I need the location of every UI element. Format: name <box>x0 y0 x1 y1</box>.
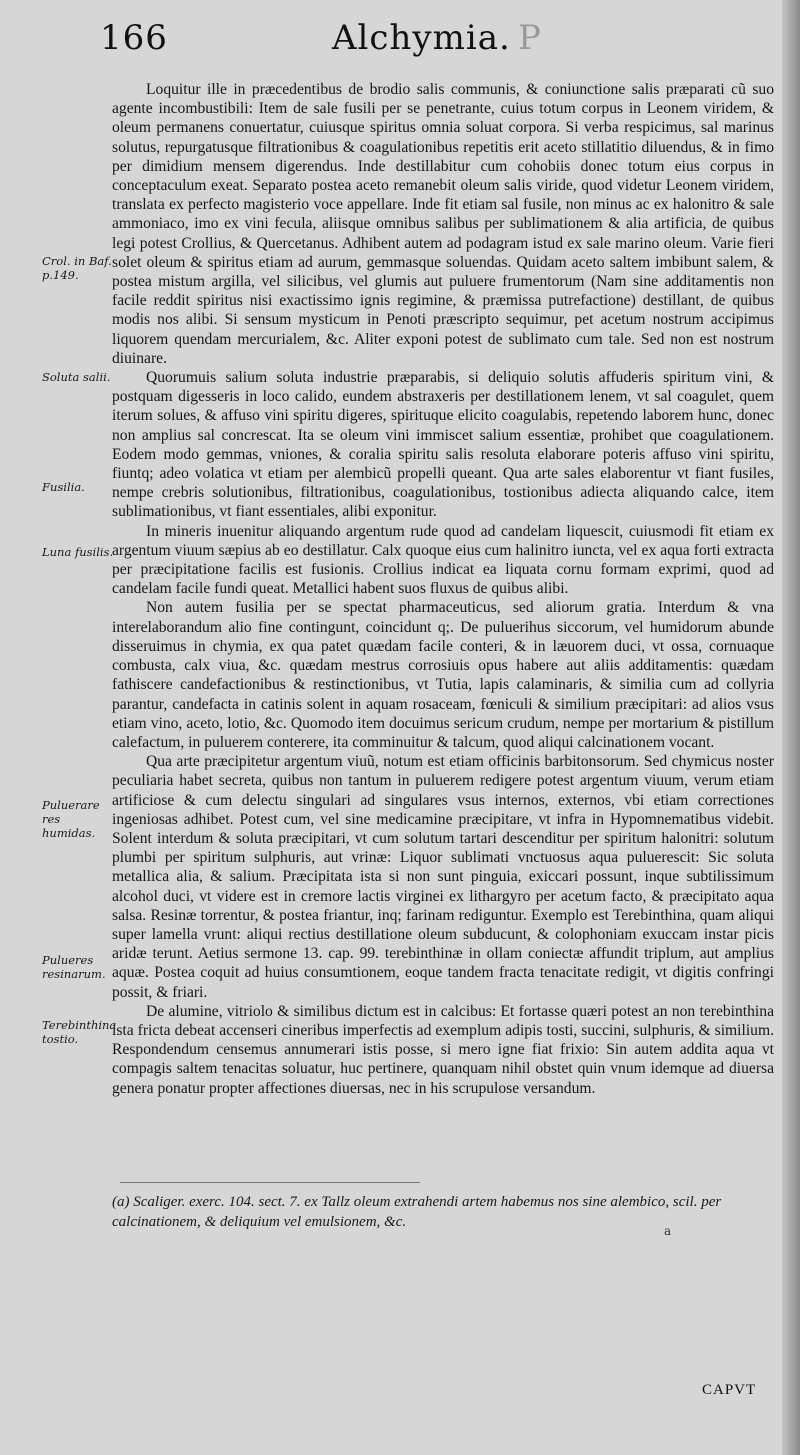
main-text <box>112 80 774 1098</box>
running-title: Alchymia. <box>332 18 511 58</box>
margin-note: Crol. in Baf. p.149. <box>42 254 112 282</box>
footnote-rule <box>120 1182 420 1183</box>
margin-note: Pulueres resinarum. <box>42 953 106 981</box>
margin-note: Puluerare res humidas. <box>42 798 100 840</box>
paragraph: Qua arte præcipitetur argentum viuũ, notum est etiam officinis barbitonsorum. Sed chymicus noster peculiaria habet secreta, quibus non tantum in puluerem redigere potest argentum viuum, verum etiam artificiose & cum delectu singulari ad singulares vsus internos, externos, vbi etiam correctiones ingeniosas adhibet. Potest cum, vel sine medicamine præcipitare, vt infra in Hypomnematibus videbit. Solent interdum & soluta præcipitari, vt cum solutum tartari descenditur per spiritum halonitri: solutum plumbi per spiritum sulphuris, aut vrinæ: Liquor sublimati vnctuosus aqua puluerescit: Sic soluta metallica alia, & salium. Præcipitata ista si non sunt pinguia, exiccari possunt, inque subtilissimum alcohol duci, vt videre est in cremore lactis virginei ex lithargyro per acetum facto, & præcipitato aqua salsa. Resinæ torrentur, & postea friantur, inq; farinam rediguntur. Exemplo est Terebinthina, quam aliqui super lamella vrunt: aliqui rectius destillatione oleum subducunt, & colophoniam exuccam instar picis aridæ terunt. Aetius sermone 13. cap. 99. terebinthinæ in ollam coniectæ affundit triplum, aut amplius aquæ. Postea coquit ad huius consumtionem, eoque tandem fracta tenacitate redigit, vt digitis confringi possit, & friari. <box>112 753 774 1001</box>
running-header <box>100 18 750 70</box>
paragraph: De alumine, vitriolo & similibus dictum est in calcibus: Et fortasse quæri potest an non terebinthina ista fricta debeat accenseri cineribus imperfectis ad exemplum adipis tosti, succini, sulphuris, & similium. Respondendum censemus annumerari istis posse, si mero igne fiat frixio: Sin autem addita aqua vt compagis saltem tenacitas soluatur, huc pertinere, quanquam nihil obstet quin vnum idemque ad diuersa genera ponatur propter affectiones diuersas, nec in his scrupulose versandum. <box>112 1002 774 1097</box>
book-spine-shadow <box>782 0 800 1455</box>
margin-note: Fusilia. <box>42 480 85 494</box>
margin-note: Soluta salii. <box>42 370 111 384</box>
margin-note: Terebinthina tostio. <box>42 1018 117 1046</box>
margin-note: Luna fusilis. <box>42 545 114 559</box>
page-number: 166 <box>100 18 168 58</box>
paragraph: Non autem fusilia per se spectat pharmaceuticus, sed aliorum gratia. Interdum & vna interelaborandum alio fine contingunt, coincidunt q;. De puluerihus siccorum, vel humidorum abunde disseruimus in chymia, ex qua patet quædam facile conteri, & in læuorem duci, vt ossa, cornuaque combusta, calx viua, &c. quædam mestrus corrosiuis opus habere aut aliis additamentis: quædam fathiscere candefactionibus & restinctionibus, vt Tutia, lapis calaminaris, & similia cum ad collyria parantur, candefacta in catinis solent in aquam rosaceam, fœniculi & similium præcipitari: ad alios vsus etiam vino, aceto, lotio, &c. Quomodo item docuimus sericum crudum, nempe per mortarium & pistillum calefactum, in puluerem conterere, ita comminuitur & talcum, quod aliqui calcinationem vocant. <box>112 599 774 751</box>
paragraph: Quorumuis salium soluta industrie præparabis, si deliquio solutis affuderis spiritum vini, & postquam digesseris in loco calido, eundem abstraxeris per destillationem lenem, vt sal coagulet, quem iterum solues, & affuso vini spiritu digeres, spirituque elicito coagulabis, repetendo laborem hunc, donec non amplius sal concrescat. Ita se oleum vini immiscet salium essentiæ, prohibet que coagulationem. Eodem modo gemmas, vniones, & coralia spiritu salis resoluta elaborare poteris affuso vini spiritu, fiuntq; adeo volatica vt etiam per alembicũ propelli queant. Qua arte sales elaborentur vt fiant fusiles, nempe crebris solutionibus, filtrationibus, coagulationibus, tostionibus adiecta aliquando calce, item sublimationibus, vt fiant essentiales, alibi exponitur. <box>112 369 774 521</box>
bleed-through-letter: P <box>518 18 541 58</box>
catchword: CAPVT <box>702 1382 757 1398</box>
signature-mark: a <box>664 1224 672 1238</box>
footnote: (a) Scaliger. exerc. 104. sect. 7. ex Tallz oleum extrahendi artem habemus nos sine alembico, scil. per calcinationem, & deliquium vel emulsionem, &c. <box>112 1194 722 1230</box>
paragraph: In mineris inuenitur aliquando argentum rude quod ad candelam liquescit, cuiusmodi fit etiam ex argentum viuum sæpius ab eo destillatur. Calx quoque eius cum halinitro iuncta, vel ex aqua forti extracta per præcipitatione facilis est fusionis. Crollius indicat ea liquata cornu formam exprimi, quod ad candelam facile fundi queat. Metallici habent suos fluxus de quibus alibi. <box>112 522 774 598</box>
paragraph: Loquitur ille in præcedentibus de brodio salis communis, & coniunctione salis præparati cũ suo agente incombustibili: Item de sale fusili per se penetrante, cuius totum corpus in Leonem viridem, & oleum permanens conuertatur, cuiusque spiritus omnia soluat corpora. Si verba respicimus, sal marinus solutus, repurgatusque filtrationibus & coagulationibus repetitis erit aceto stillatitio diluendus, & in fimo per dimidium mensem digerendus. Inde destillabitur cum cohobiis donec totum eius corpus in conceptaculum exeat. Separato postea aceto remanebit oleum salis viride, quod videtur Leonem viridem, translata ex perfecto magisterio voce appellare. Inde fit etiam sal fusile, non minus ac ex halonitro & sale ammoniaco, imo ex vini fecula, aliisque omnibus salibus per sublimationem & alia artificia, de quibus legi potest Crollius, & Quercetanus. Adhibent autem ad podagram istud ex sale marino oleum. Varie fieri solet oleum & spiritus etiam ad aurum, gemmasque soluendas. Quidam aceto saltem imbibunt salem, & postea mistum argilla, vel silicibus, vel glumis aut puluere frumentorum (Nam sine additamentis non facile reddit spiritus nisi exactissimo ignis regimine, & præmissa putrefactione) destillant, de quibus modis nos alibi. Si sensum mysticum in Penoti præscripto sequimur, pet acetum nostrum accipimus liquorem quendam mercurialem, &c. Aliter exponi potest de sublimato cum tale. Sed non est nostrum diuinare. <box>112 81 774 367</box>
